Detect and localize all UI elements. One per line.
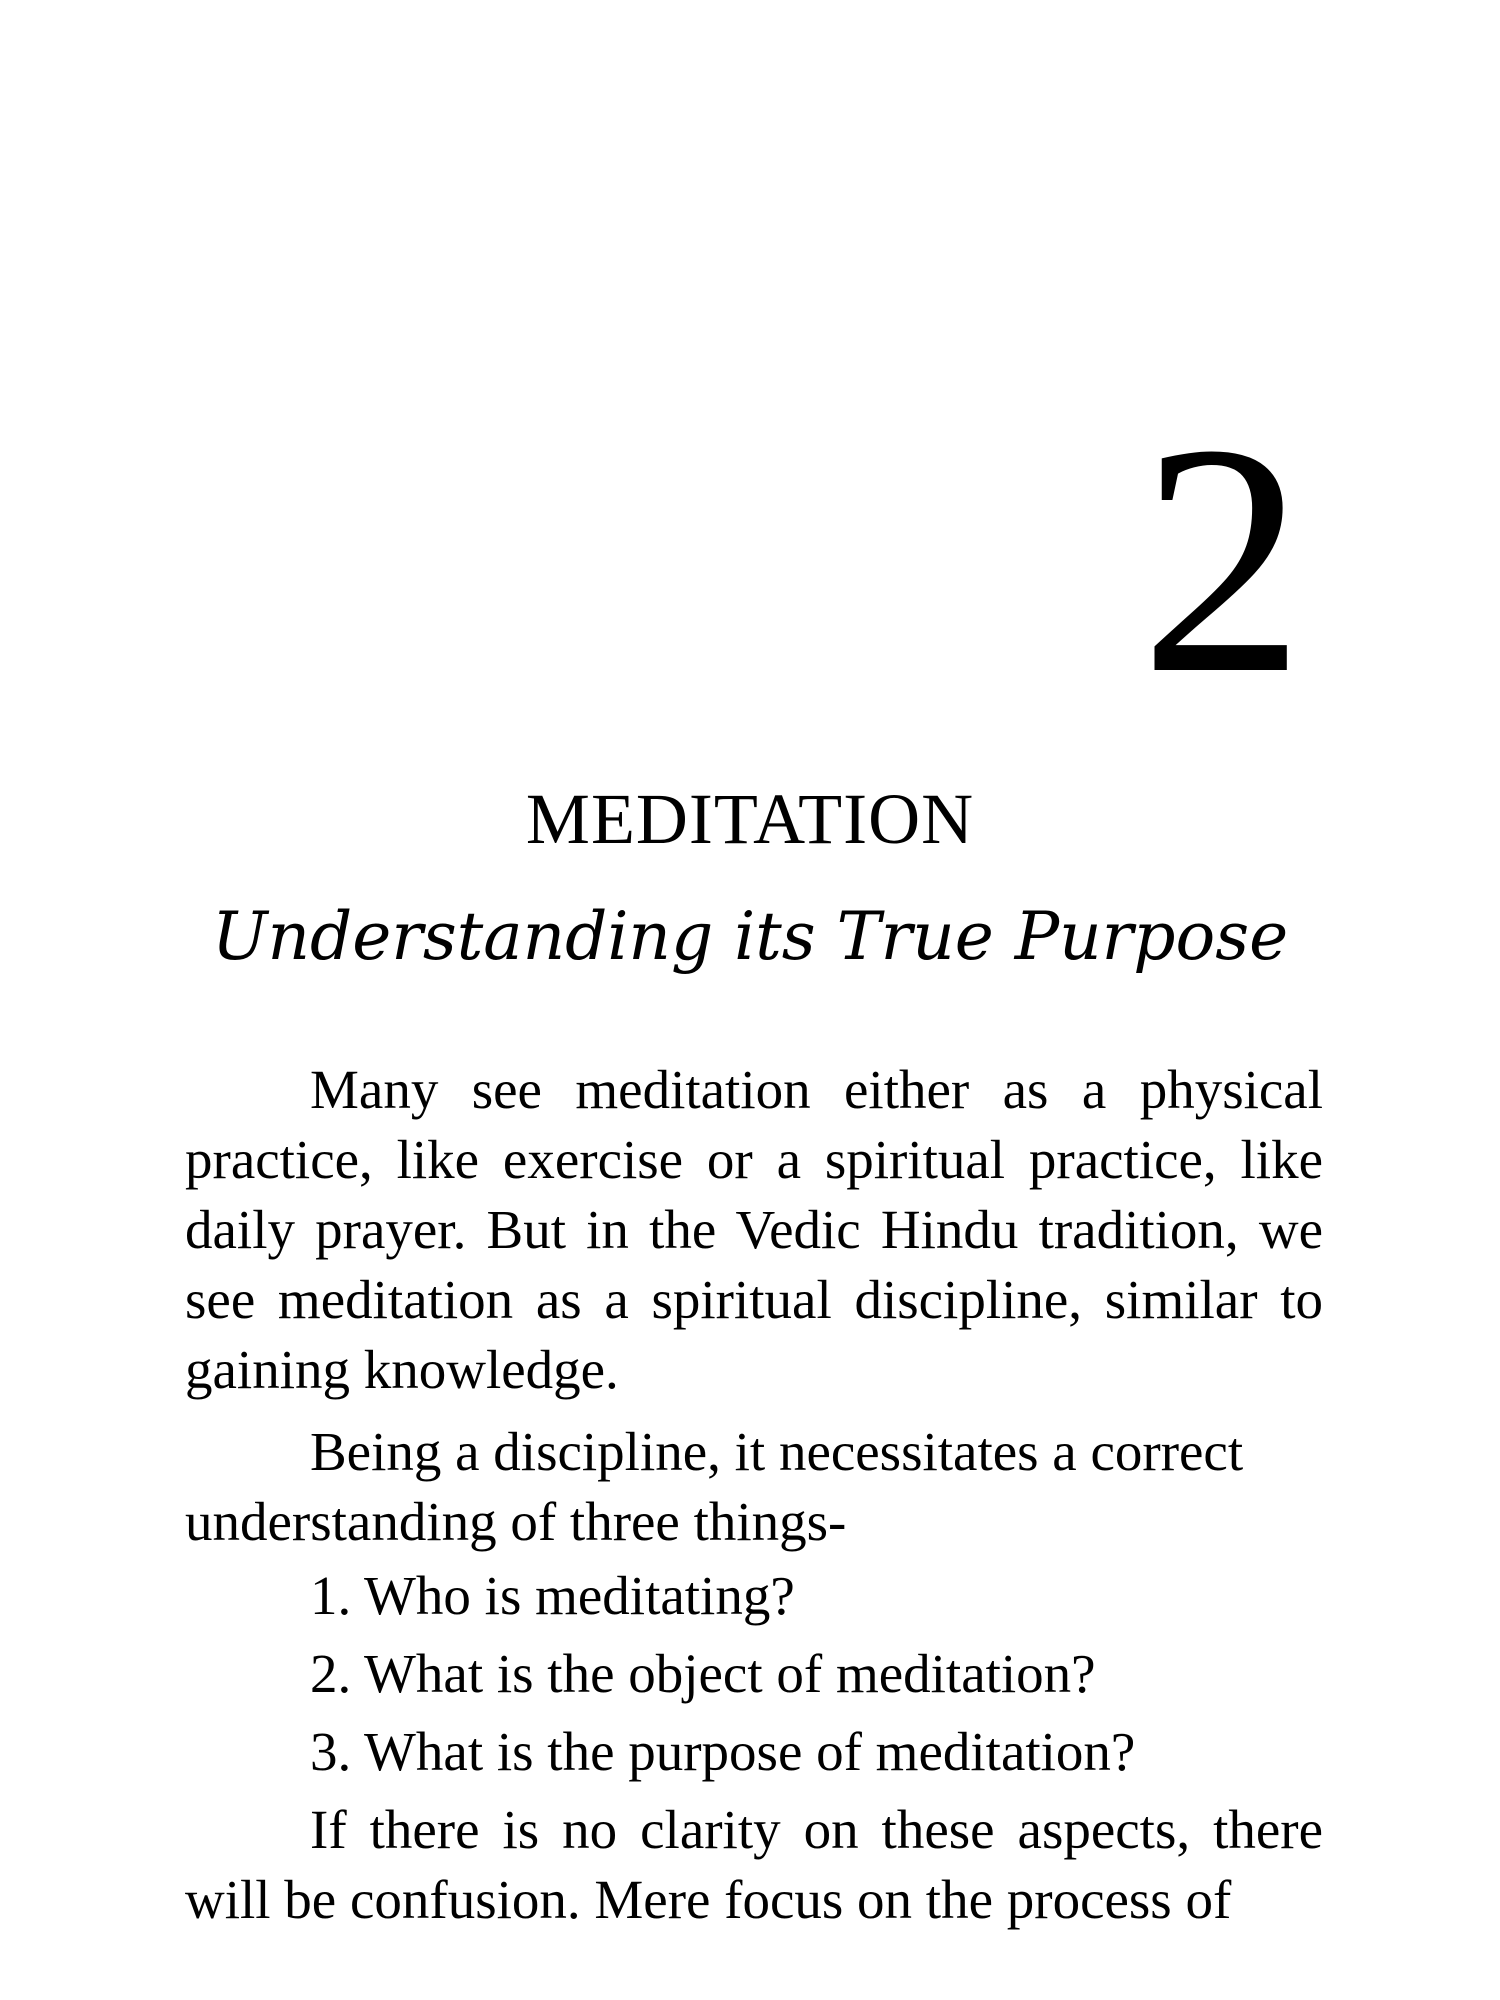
paragraph: If there is no clarity on these aspects, there will be confusion. Mere focus on the process of: [185, 1799, 1323, 1930]
paragraph: Many see meditation either as a physical practice, like exercise or a spiritual practice, like daily prayer. But in the Vedic Hindu tradition, we see meditation as a spiritual discipline, similar to gaining knowledge.: [185, 1059, 1323, 1400]
chapter-subtitle: Understanding its True Purpose: [211, 898, 1289, 975]
body-text: [185, 1055, 1323, 1935]
chapter-number: 2: [1140, 377, 1305, 742]
paragraph: Being a discipline, it necessitates a correct understanding of three things-: [185, 1421, 1244, 1552]
list-item: 2. What is the object of meditation?: [310, 1643, 1096, 1704]
list-item: 3. What is the purpose of meditation?: [310, 1721, 1136, 1782]
chapter-title: MEDITATION: [525, 779, 975, 859]
numbered-list: [185, 1557, 1323, 1791]
list-item: 1. Who is meditating?: [310, 1565, 795, 1626]
